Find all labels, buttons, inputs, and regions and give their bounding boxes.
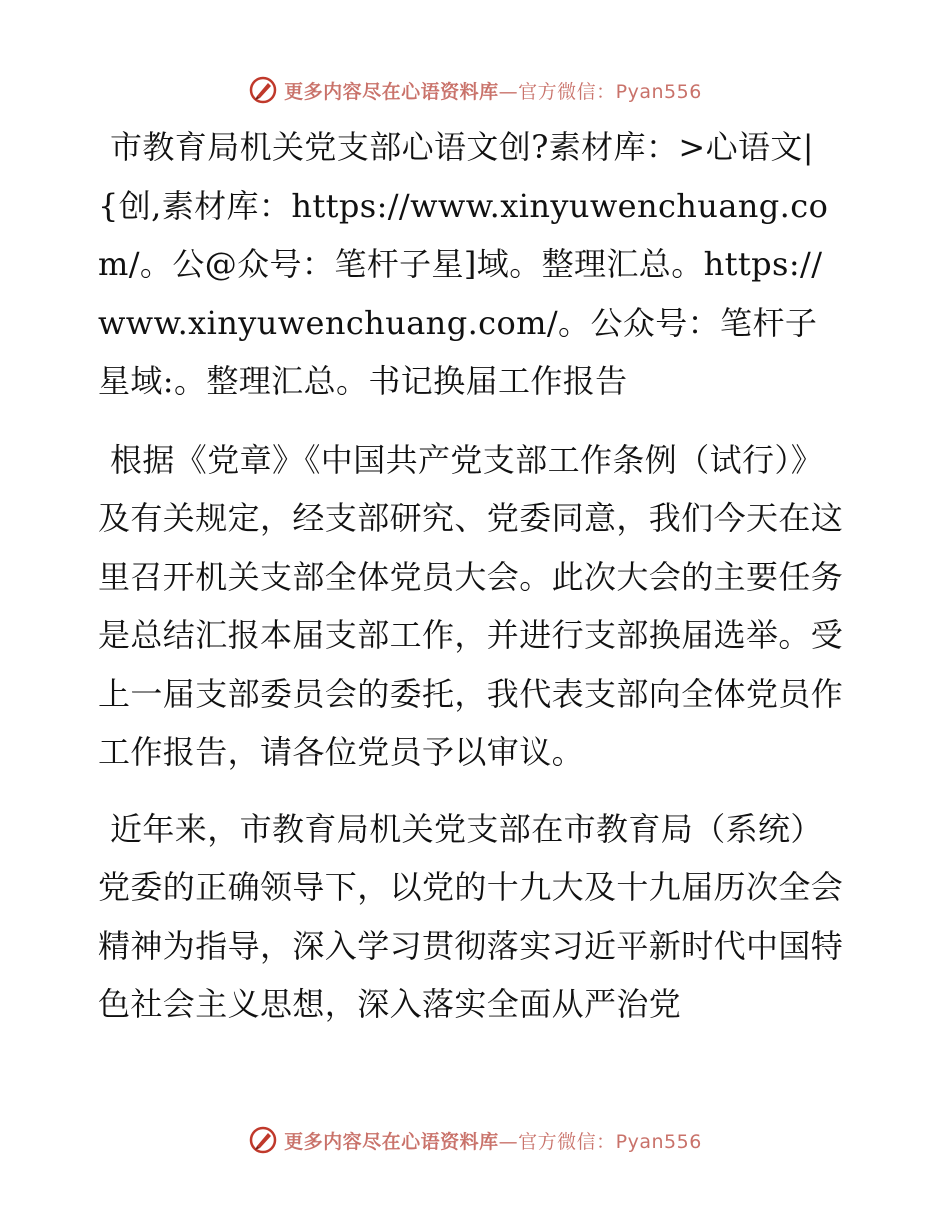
header-banner-contact: —官方微信：Pyan556 — [498, 80, 702, 103]
doc-paragraph-intro: 根据《党章》《中国共产党支部工作条例（试行）》及有关规定，经支部研究、党委同意，我们今天在这里召开机关支部全体党员大会。此次大会的主要任务是总结汇报本届支部工作，并进行支部换届选举。受上一届支部委员会的委托，我代表支部向全体党员作工作报告，请各位党员予以审议。 — [98, 440, 844, 771]
footer-banner — [0, 1120, 950, 1160]
doc-paragraph-review: 近年来，市教育局机关党支部在市教育局（系统）党委的正确领导下，以党的十九大及十九届历次全会精神为指导，深入学习贯彻落实习近平新时代中国特色社会主义思想，深入落实全面从严治党 — [98, 809, 844, 1023]
pen-circle-logo-icon — [248, 75, 278, 105]
footer-banner-brand: 更多内容尽在心语资料库 — [284, 1130, 499, 1153]
header-banner-text — [284, 77, 702, 104]
footer-banner-text — [284, 1127, 702, 1154]
header-banner-brand: 更多内容尽在心语资料库 — [284, 80, 499, 103]
document-body — [98, 118, 848, 1052]
header-banner — [0, 70, 950, 110]
pen-circle-logo-icon — [248, 1125, 278, 1155]
doc-paragraph-title: 市教育局机关党支部心语文创?素材库：>心语文|{创,素材库：https://www.xinyuwenchuang.com/。公@众号：笔杆子星]域。整理汇总。https://www.xinyuwenchuang.com/。公众号：笔杆子星域:。整理汇总。书记换届工作报告 — [98, 128, 829, 400]
footer-banner-contact: —官方微信：Pyan556 — [498, 1130, 702, 1153]
